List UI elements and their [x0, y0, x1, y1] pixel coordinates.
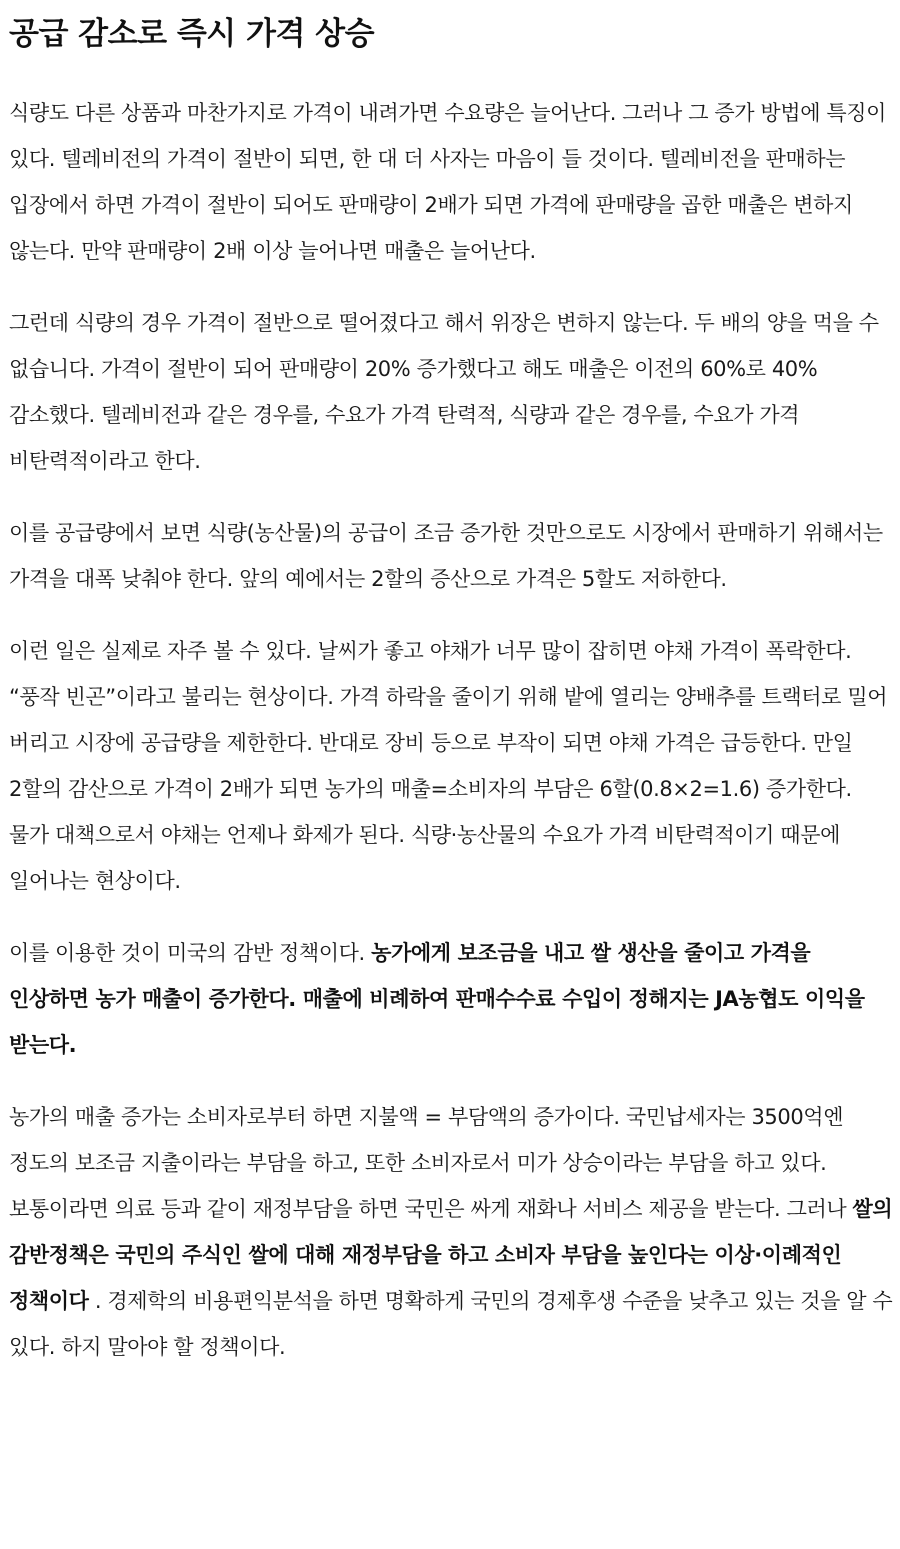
paragraph-5: [9, 930, 894, 1068]
paragraph-2: 그런데 식량의 경우 가격이 절반으로 떨어졌다고 해서 위장은 변하지 않는다. 두 배의 양을 먹을 수 없습니다. 가격이 절반이 되어 판매량이 20% 증가했다고 해도 매출은 이전의 60%로 40% 감소했다. 텔레비전과 같은 경우를, 수요가 가격 탄력적, 식량과 같은 경우를, 수요가 가격 비탄력적이라고 한다.: [9, 311, 879, 473]
paragraph-6: [9, 1094, 894, 1370]
paragraph-4: 이런 일은 실제로 자주 볼 수 있다. 날씨가 좋고 야채가 너무 많이 잡히면 야채 가격이 폭락한다. “풍작 빈곤”이라고 불리는 현상이다. 가격 하락을 줄이기 위해 밭에 열리는 양배추를 트랙터로 밀어 버리고 시장에 공급량을 제한한다. 반대로 장비 등으로 부작이 되면 야채 가격은 급등한다. 만일 2할의 감산으로 가격이 2배가 되면 농가의 매출=소비자의 부담은 6할(0.8×2=1.6) 증가한다. 물가 대책으로서 야채는 언제나 화제가 된다. 식량·농산물의 수요가 가격 비탄력적이기 때문에 일어나는 현상이다.: [9, 639, 888, 893]
paragraph-6-text-start: 농가의 매출 증가는 소비자로부터 하면 지불액 = 부담액의 증가이다. 국민납세자는 3500억엔 정도의 보조금 지출이라는 부담을 하고, 또한 소비자로서 미가 상승이라는 부담을 하고 있다. 보통이라면 의료 등과 같이 재정부담을 하면 국민은 싸게 재화나 서비스 제공을 받는다. 그러나: [9, 1105, 853, 1221]
article-title: 공급 감소로 즉시 가격 상승: [9, 16, 375, 52]
paragraph-5-text: 이를 이용한 것이 미국의 감반 정책이다.: [9, 941, 372, 965]
paragraph-5-emphasis: 농가에게 보조금을 내고 쌀 생산을 줄이고 가격을 인상하면 농가 매출이 증가한다. 매출에 비례하여 판매수수료 수입이 정해지는 JA농협도 이익을 받는다.: [9, 941, 865, 1057]
paragraph-6-text-end: . 경제학의 비용편익분석을 하면 명확하게 국민의 경제후생 수준을 낮추고 있는 것을 알 수 있다. 하지 말아야 할 정책이다.: [9, 1289, 893, 1359]
paragraph-6-emphasis: 쌀의 감반정책은 국민의 주식인 쌀에 대해 재정부담을 하고 소비자 부담을 높인다는 이상·이례적인 정책이다: [9, 1197, 893, 1313]
paragraph-3: 이를 공급량에서 보면 식량(농산물)의 공급이 조금 증가한 것만으로도 시장에서 판매하기 위해서는 가격을 대폭 낮춰야 한다. 앞의 예에서는 2할의 증산으로 가격은 5할도 저하한다.: [9, 521, 883, 591]
paragraph-1: 식량도 다른 상품과 마찬가지로 가격이 내려가면 수요량은 늘어난다. 그러나 그 증가 방법에 특징이 있다. 텔레비전의 가격이 절반이 되면, 한 대 더 사자는 마음이 들 것이다. 텔레비전을 판매하는 입장에서 하면 가격이 절반이 되어도 판매량이 2배가 되면 가격에 판매량을 곱한 매출은 변하지 않는다. 만약 판매량이 2배 이상 늘어나면 매출은 늘어난다.: [9, 101, 887, 263]
